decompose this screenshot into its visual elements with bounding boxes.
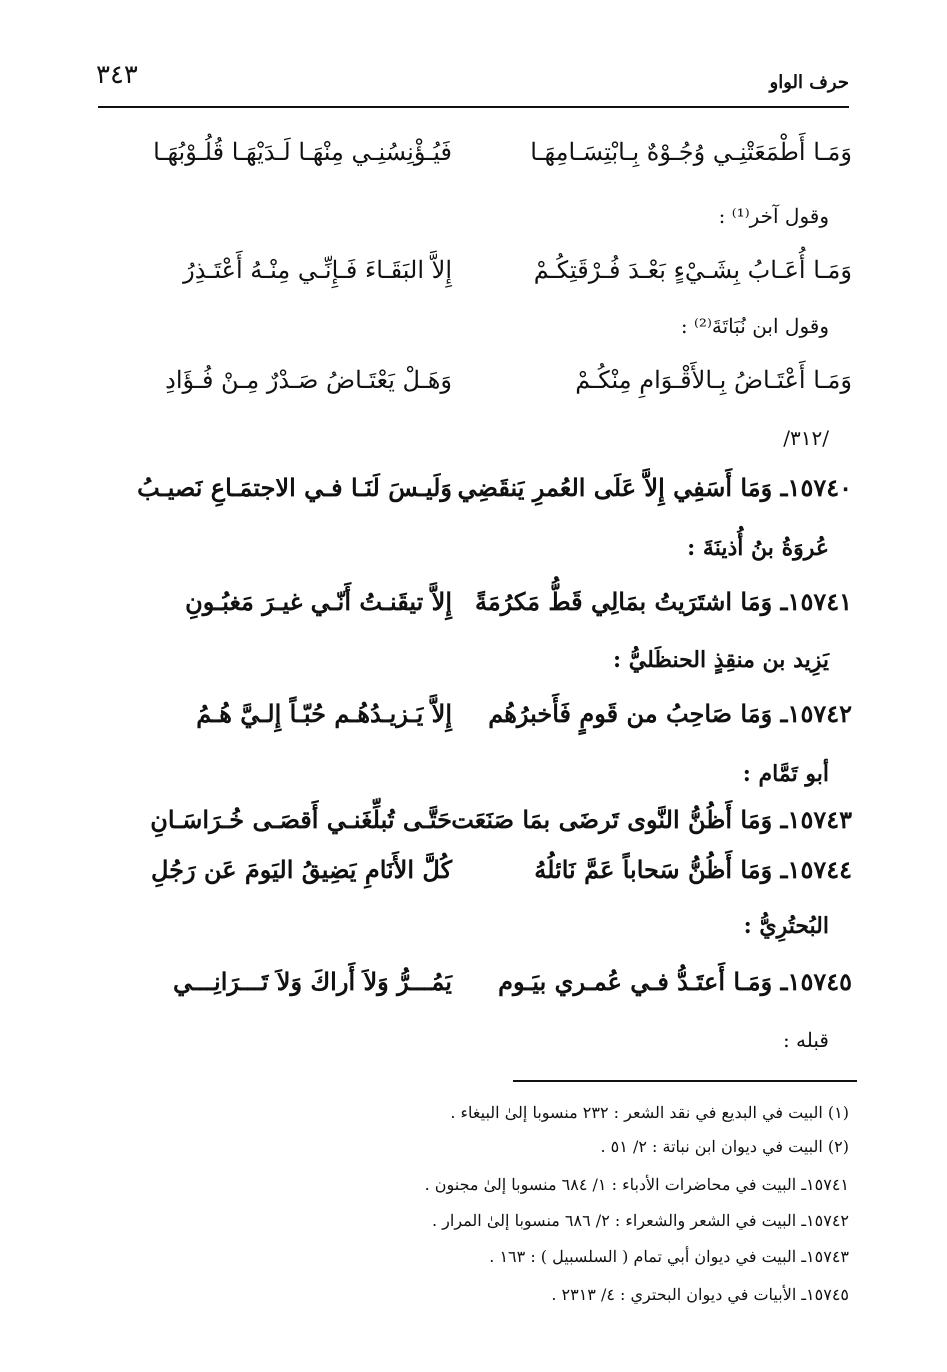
verse-second-hemistich: إِلاَّ يَـزيـدُهُـم حُبّـاً إِلـيَّ هُـمُ <box>196 699 452 728</box>
verse-line <box>0 250 947 300</box>
footnote: ١٥٧٤١ـ البيت في محاضرات الأدباء : ١/ ٦٨٤ منسوبا إلىٰ مجنون . <box>424 1175 849 1194</box>
footnote: (١) البيت في البديع في نقد الشعر : ٢٣٢ منسوبا إلىٰ البيغاء . <box>450 1103 849 1122</box>
verse-first-hemistich: ١٥٧٤١ـ وَمَا اشتَرَيتُ بمَالِي قَطُّ مَكرُمَةً <box>474 587 852 616</box>
verse-line <box>0 468 947 518</box>
footnote: (٢) البيت في ديوان ابن نباتة : ٢/ ٥١ . <box>600 1137 849 1156</box>
verse-first-hemistich: وَمَـا أَعْتَـاضُ بِـالأَقْـوَامِ مِنْكُـمْ <box>575 366 852 394</box>
verse-line <box>0 132 947 182</box>
verse-second-hemistich: حَتَّـى تُبلِّغَنـي أَقصَـى خُـرَاسَـانِ <box>150 805 452 834</box>
verse-second-hemistich: فَيُـؤْنِسُنِـي مِنْهَـا لَـدَيْهَـا قُلُـوْبُهَـا <box>153 138 452 166</box>
header-divider <box>98 106 849 108</box>
verse-second-hemistich: وَهَـلْ يَعْتَـاضُ صَـدْرٌ مِـنْ فُـؤَادِ <box>165 366 452 394</box>
poet-name: أبو تَمَّام : <box>742 761 829 787</box>
footnote-divider <box>513 1080 857 1082</box>
verse-second-hemistich: وَلَيـسَ لَنَـا فـي الاجتمَـاعِ نَصيـبُ <box>137 473 452 502</box>
verse-second-hemistich: كُلَّ الأَنَامِ يَضِيقُ اليَومَ عَن رَجُلِ <box>150 855 452 884</box>
verse-second-hemistich: يَمُـــرُّ وَلاَ أَراكَ وَلاَ تَـــرَانِـــي <box>172 967 452 996</box>
verse-second-hemistich: إِلاَّ تيقَنـتُ أَنّـي غيـرَ مَغبُـونِ <box>185 587 452 616</box>
verse-line <box>0 962 947 1012</box>
chapter-title: حرف الواو <box>769 72 849 93</box>
verse-first-hemistich: ١٥٧٤٢ـ وَمَا صَاحِبُ من قَومٍ فَأَخبرُهُم <box>488 699 852 728</box>
footnote: ١٥٧٤٢ـ البيت في الشعر والشعراء : ٢/ ٦٨٦ منسوبا إلىٰ المرار . <box>432 1211 849 1230</box>
verse-second-hemistich: إِلاَّ البَقَـاءَ فَـإِنِّـي مِنْـهُ أَعْتَـذِرُ <box>183 256 452 284</box>
page-number: ٣٤٣ <box>96 60 138 90</box>
verse-first-hemistich: ١٥٧٤٥ـ وَمَـا أَعتَـدُّ فـي عُمـري بيَـوم <box>498 967 852 996</box>
footnote: ١٥٧٤٥ـ الأبيات في ديوان البحتري : ٤/ ٢٣١٣ . <box>551 1285 849 1304</box>
poet-name: البُحتُرِيُّ : <box>743 913 829 939</box>
verse-line <box>0 800 947 850</box>
verse-line <box>0 694 947 744</box>
poet-intro: قبله : <box>782 1028 829 1052</box>
verse-first-hemistich: ١٥٧٤٤ـ وَمَا أَظُنُّ سَحاباً عَمَّ نَائلُهُ <box>534 855 852 884</box>
poet-name: يَزِيد بن منقِذٍ الحنظَليُّ : <box>613 647 829 673</box>
footnote: ١٥٧٤٣ـ البيت في ديوان أبي تمام ( السلسبيل ) : ١٦٣ . <box>489 1247 849 1266</box>
verse-first-hemistich: وَمَـا أُعَـابُ بِشَـيْءٍ بَعْـدَ فُـرْقَتِكُـمْ <box>533 256 852 284</box>
poet-intro: وقول آخر⁽¹⁾ : <box>718 204 829 228</box>
verse-line <box>0 360 947 410</box>
verse-first-hemistich: ١٥٧٤٠ـ وَمَا أَسَفِي إِلاَّ عَلَى العُمرِ يَنقَضِي <box>457 473 852 502</box>
verse-line <box>0 582 947 632</box>
poet-name: عُروَةُ بنُ أُذينَةَ : <box>687 535 829 561</box>
verse-line <box>0 850 947 900</box>
verse-first-hemistich: وَمَـا أَطْمَعَتْنِـي وُجُـوْهٌ بِـابْتِسَـامِهَـا <box>530 138 852 166</box>
poet-intro: وقول ابن نُبَاتَةَ⁽²⁾ : <box>680 314 829 338</box>
page-reference: /٣١٢/ <box>783 426 829 450</box>
verse-first-hemistich: ١٥٧٤٣ـ وَمَا أَظُنُّ النَّوى تَرضَى بمَا صَنَعَت <box>451 805 852 834</box>
